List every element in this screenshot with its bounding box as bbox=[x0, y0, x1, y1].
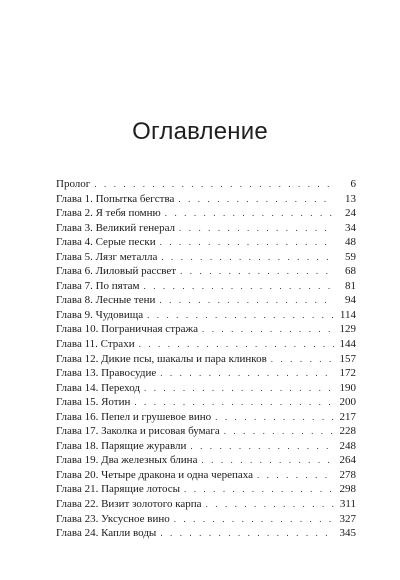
toc-entry bbox=[56, 526, 356, 541]
dot-leader bbox=[190, 439, 334, 454]
dot-leader bbox=[201, 453, 334, 468]
toc-entry-page-number: 144 bbox=[339, 338, 356, 351]
toc-entry-label: Глава 13. Правосудие bbox=[56, 367, 157, 380]
toc-entry-label: Глава 9. Чудовища bbox=[56, 308, 144, 321]
toc-entry bbox=[56, 410, 356, 425]
toc-entry bbox=[56, 352, 356, 367]
toc-entry bbox=[56, 439, 356, 454]
dot-leader bbox=[174, 512, 334, 527]
toc-entry bbox=[56, 395, 356, 410]
toc-entry bbox=[56, 424, 356, 439]
toc-entry bbox=[56, 192, 356, 207]
toc-entry-page-number: 327 bbox=[339, 512, 356, 525]
dot-leader bbox=[139, 337, 334, 352]
toc-entry bbox=[56, 512, 356, 527]
toc-entry-label: Глава 20. Четыре дракона и одна черепаха bbox=[56, 468, 253, 481]
dot-leader bbox=[94, 177, 334, 192]
toc-entry-label: Глава 8. Лесные тени bbox=[56, 294, 156, 307]
toc-entry-page-number: 345 bbox=[339, 527, 356, 540]
dot-leader bbox=[179, 221, 334, 236]
toc-entry bbox=[56, 337, 356, 352]
toc-entry bbox=[56, 206, 356, 221]
toc-entry-label: Глава 22. Визит золотого карпа bbox=[56, 498, 202, 511]
toc-entry bbox=[56, 468, 356, 483]
toc-entry-page-number: 94 bbox=[345, 294, 356, 307]
toc-entry-page-number: 278 bbox=[339, 468, 356, 481]
toc-entry-label: Глава 3. Великий генерал bbox=[56, 221, 176, 234]
toc-entry-page-number: 13 bbox=[345, 192, 356, 205]
toc-entry bbox=[56, 322, 356, 337]
dot-leader bbox=[180, 264, 334, 279]
toc-entry-label: Глава 18. Парящие журавли bbox=[56, 439, 187, 452]
toc-entry-label: Глава 21. Парящие лотосы bbox=[56, 483, 181, 496]
dot-leader bbox=[160, 366, 334, 381]
dot-leader bbox=[215, 410, 334, 425]
page-title: Оглавление bbox=[132, 118, 268, 145]
toc-entry-page-number: 129 bbox=[339, 323, 356, 336]
toc-entry-label: Глава 1. Попытка бегства bbox=[56, 192, 175, 205]
toc-entry-label: Глава 6. Лиловый рассвет bbox=[56, 265, 177, 278]
toc-entry-page-number: 298 bbox=[339, 483, 356, 496]
toc-entry-page-number: 81 bbox=[345, 279, 356, 292]
toc-entry-page-number: 228 bbox=[339, 425, 356, 438]
dot-leader bbox=[224, 424, 334, 439]
toc-entry-page-number: 200 bbox=[339, 396, 356, 409]
toc-entry bbox=[56, 293, 356, 308]
toc-entry-page-number: 190 bbox=[339, 381, 356, 394]
toc-entry-page-number: 6 bbox=[350, 178, 356, 190]
dot-leader bbox=[161, 250, 334, 265]
dot-leader bbox=[202, 322, 334, 337]
toc-entry-page-number: 157 bbox=[339, 352, 356, 365]
dot-leader bbox=[134, 395, 334, 410]
toc-entry-label: Глава 11. Страхи bbox=[56, 338, 135, 351]
toc-entry bbox=[56, 308, 356, 323]
dot-leader bbox=[257, 468, 334, 483]
toc-entry-page-number: 68 bbox=[345, 265, 356, 278]
toc-entry-page-number: 24 bbox=[345, 207, 356, 220]
toc-entry-label: Глава 4. Серые пески bbox=[56, 236, 156, 249]
toc-entry-label: Глава 24. Капли воды bbox=[56, 527, 157, 540]
dot-leader bbox=[160, 526, 334, 541]
toc-entry bbox=[56, 250, 356, 265]
toc-entry-label: Глава 12. Дикие псы, шакалы и пара клинков bbox=[56, 352, 267, 365]
toc-entry-label: Пролог bbox=[56, 178, 91, 190]
dot-leader bbox=[144, 279, 334, 294]
dot-leader bbox=[184, 482, 334, 497]
toc-entry bbox=[56, 279, 356, 294]
dot-leader bbox=[271, 352, 334, 367]
toc-entry-label: Глава 5. Лязг металла bbox=[56, 250, 158, 263]
toc-entry-page-number: 217 bbox=[339, 410, 356, 423]
dot-leader bbox=[165, 206, 334, 221]
toc-entry bbox=[56, 366, 356, 381]
toc-entry bbox=[56, 177, 356, 192]
toc-entry-page-number: 172 bbox=[339, 367, 356, 380]
dot-leader bbox=[178, 192, 334, 207]
toc-entry-label: Глава 23. Уксусное вино bbox=[56, 512, 170, 525]
toc-entry-label: Глава 17. Заколка и рисовая бумага bbox=[56, 425, 220, 438]
toc-entry-label: Глава 16. Пепел и грушевое вино bbox=[56, 410, 212, 423]
table-of-contents bbox=[56, 177, 356, 541]
toc-entry bbox=[56, 381, 356, 396]
toc-entry bbox=[56, 497, 356, 512]
toc-entry bbox=[56, 482, 356, 497]
toc-entry bbox=[56, 264, 356, 279]
toc-entry-page-number: 311 bbox=[339, 498, 356, 511]
dot-leader bbox=[160, 235, 334, 250]
toc-entry-label: Глава 10. Пограничная стража bbox=[56, 323, 198, 336]
toc-entry-label: Глава 7. По пятам bbox=[56, 279, 140, 292]
dot-leader bbox=[206, 497, 334, 512]
toc-entry bbox=[56, 221, 356, 236]
toc-entry-page-number: 59 bbox=[345, 250, 356, 263]
toc-entry-page-number: 248 bbox=[339, 439, 356, 452]
toc-entry-label: Глава 15. Яотин bbox=[56, 396, 131, 409]
toc-entry-page-number: 34 bbox=[345, 221, 356, 234]
dot-leader bbox=[144, 381, 334, 396]
dot-leader bbox=[147, 308, 334, 323]
dot-leader bbox=[159, 293, 334, 308]
toc-entry bbox=[56, 235, 356, 250]
toc-entry-page-number: 114 bbox=[339, 308, 356, 321]
toc-entry-label: Глава 19. Два железных блина bbox=[56, 454, 198, 467]
toc-entry-label: Глава 14. Переход bbox=[56, 381, 141, 394]
toc-entry-label: Глава 2. Я тебя помню bbox=[56, 207, 161, 220]
toc-entry-page-number: 264 bbox=[339, 454, 356, 467]
toc-entry-page-number: 48 bbox=[345, 236, 356, 249]
toc-entry bbox=[56, 453, 356, 468]
